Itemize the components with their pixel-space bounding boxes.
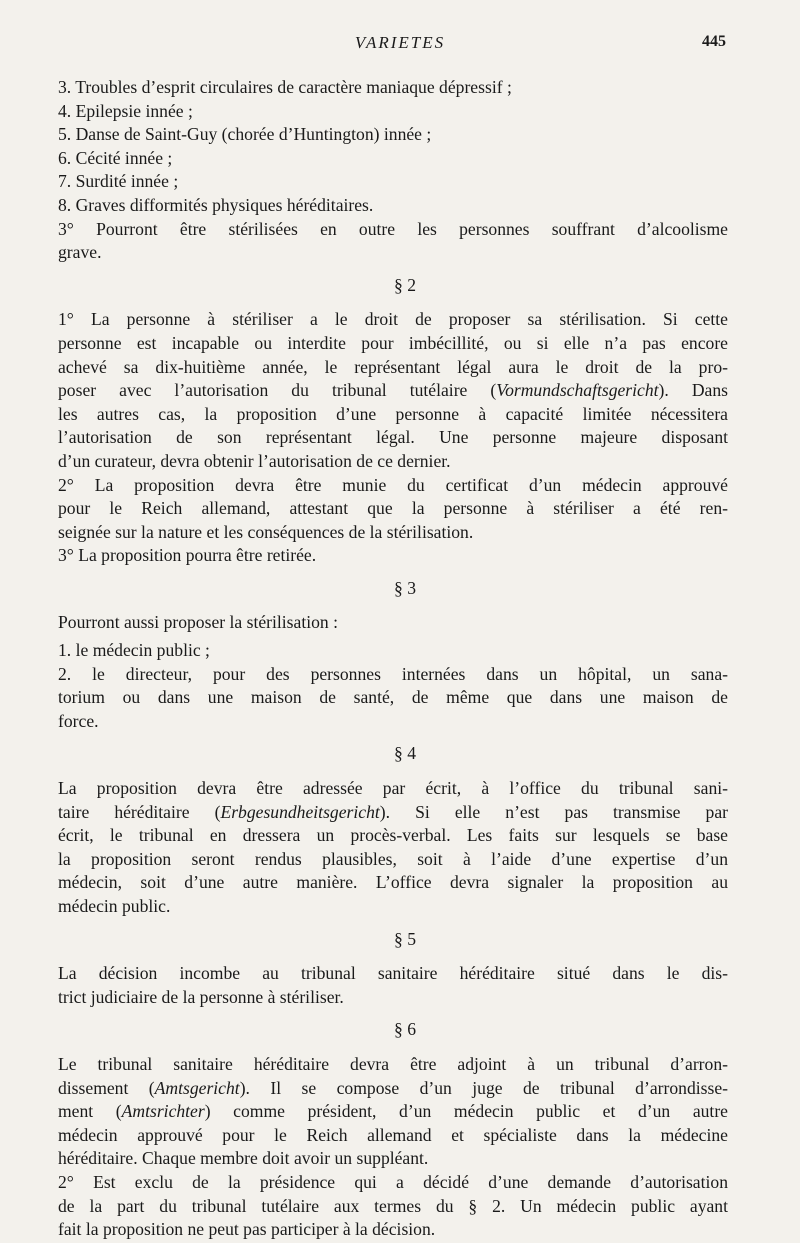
list-item: 7. Surdité innée ; [58, 171, 179, 192]
paragraph-line: héréditaire. Chaque membre doit avoir un suppléant. [58, 1148, 429, 1169]
paragraph-line [58, 801, 728, 825]
section-heading-4: § 4 [394, 743, 416, 764]
paragraph-line: 3° La proposition pourra être retirée. [58, 545, 317, 566]
paragraph-line [58, 1100, 728, 1124]
paragraph-line: les autres cas, la proposition d’une personne à capacité limitée nécessitera [58, 403, 728, 424]
list-item: 4. Epilepsie innée ; [58, 100, 193, 121]
section-heading-3: § 3 [394, 577, 416, 598]
text-run: ). Il se compose d’un juge de tribunal d’arrondisse- [239, 1077, 728, 1098]
text-run: poser avec l’autorisation du tribunal tutélaire ( [58, 380, 497, 401]
page-header [0, 33, 800, 57]
text-run: ). Dans [658, 380, 728, 401]
paragraph-line: pour le Reich allemand, attestant que la personne à stériliser a été ren- [58, 498, 728, 519]
paragraph-line: médecin approuvé pour le Reich allemand et spécialiste dans la médecine [58, 1124, 728, 1145]
paragraph-line: 1° La personne à stériliser a le droit de proposer sa stérilisation. Si cette [58, 309, 728, 330]
section-2-paragraph-3 [58, 544, 728, 568]
page-number: 445 [702, 33, 726, 50]
paragraph-line: force. [58, 710, 99, 731]
paragraph-line: seignée sur la nature et les conséquences de la stérilisation. [58, 521, 474, 542]
paragraph-line: La proposition devra être adressée par écrit, à l’office du tribunal sani- [58, 778, 728, 799]
alcohol-paragraph [58, 218, 728, 265]
paragraph-line: 3° Pourront être stérilisées en outre les personnes souffrant d’alcoolisme [58, 218, 728, 239]
paragraph-line: torium ou dans une maison de santé, de même que dans une maison de [58, 687, 728, 708]
paragraph-line: fait la proposition ne peut pas participer à la décision. [58, 1219, 436, 1240]
paragraph-line: l’autorisation de son représentant légal. Une personne majeure disposant [58, 427, 728, 448]
list-item: 2. le directeur, pour des personnes internées dans un hôpital, un sana- [58, 663, 728, 684]
italic-term: Vormundschaftsgericht [496, 380, 659, 401]
paragraph-line: de la part du tribunal tutélaire aux termes du § 2. Un médecin public ayant [58, 1195, 728, 1216]
paragraph-line: écrit, le tribunal en dressera un procès-verbal. Les faits sur lesquels se base [58, 825, 728, 846]
list-item: 5. Danse de Saint-Guy (chorée d’Huntington) innée ; [58, 124, 432, 145]
text-run: ment ( [58, 1101, 122, 1122]
paragraph-line: 2° Est exclu de la présidence qui a décidé d’une demande d’autorisation [58, 1171, 728, 1192]
section-4 [58, 777, 728, 919]
paragraph-line: médecin, soit d’une autre manière. L’office devra signaler la proposition au [58, 872, 728, 893]
section-heading-2: § 2 [394, 274, 416, 295]
list-item: 1. le médecin public ; [58, 640, 210, 661]
paragraph-line: 2° La proposition devra être munie du certificat d’un médecin approuvé [58, 474, 728, 495]
text-run: ) comme président, d’un médecin public et d’un autre [204, 1101, 728, 1122]
list-item: 3. Troubles d’esprit circulaires de caractère maniaque dépressif ; [58, 77, 512, 97]
section-3 [58, 611, 728, 733]
paragraph-line: la proposition seront rendus plausibles, soit à l’aide d’une expertise d’un [58, 848, 728, 869]
body-text [58, 76, 728, 1242]
list-item: 8. Graves difformités physiques héréditaires. [58, 194, 374, 215]
text-run: taire héréditaire ( [58, 801, 221, 822]
paragraph-line: d’un curateur, devra obtenir l’autorisation de ce dernier. [58, 450, 451, 471]
running-head: VARIETES [354, 33, 446, 52]
list-item: 6. Cécité innée ; [58, 147, 173, 168]
paragraph-line: La décision incombe au tribunal sanitaire héréditaire situé dans le dis- [58, 963, 728, 984]
paragraph-line: médecin public. [58, 896, 171, 916]
paragraph-line [58, 1077, 728, 1101]
italic-term: Amtsrichter [121, 1101, 205, 1122]
text-run: ). Si elle n’est pas transmise par [379, 801, 728, 822]
section-heading-5: § 5 [394, 928, 416, 949]
conditions-list [58, 76, 728, 218]
section-2-paragraph-2 [58, 474, 728, 545]
section-5 [58, 962, 728, 1009]
text-run: dissement ( [58, 1077, 155, 1098]
paragraph-line: achevé sa dix-huitième année, le représentant légal aura le droit de la pro- [58, 356, 728, 377]
paragraph-line: grave. [58, 242, 102, 263]
section-6-paragraph-1 [58, 1053, 728, 1171]
section-heading-6: § 6 [394, 1019, 416, 1040]
paragraph-line: Le tribunal sanitaire héréditaire devra être adjoint à un tribunal d’arron- [58, 1053, 728, 1074]
italic-term: Erbgesundheitsgericht [220, 801, 380, 822]
paragraph-line: personne est incapable ou interdite pour imbécillité, ou si elle n’a pas encore [58, 332, 728, 353]
paragraph-line: trict judiciaire de la personne à stériliser. [58, 986, 344, 1007]
italic-term: Amtsgericht [154, 1077, 240, 1098]
paragraph-line [58, 379, 728, 403]
paragraph-line: Pourront aussi proposer la stérilisation : [58, 612, 338, 633]
section-6-paragraph-2 [58, 1171, 728, 1242]
section-2-paragraph-1 [58, 308, 728, 473]
